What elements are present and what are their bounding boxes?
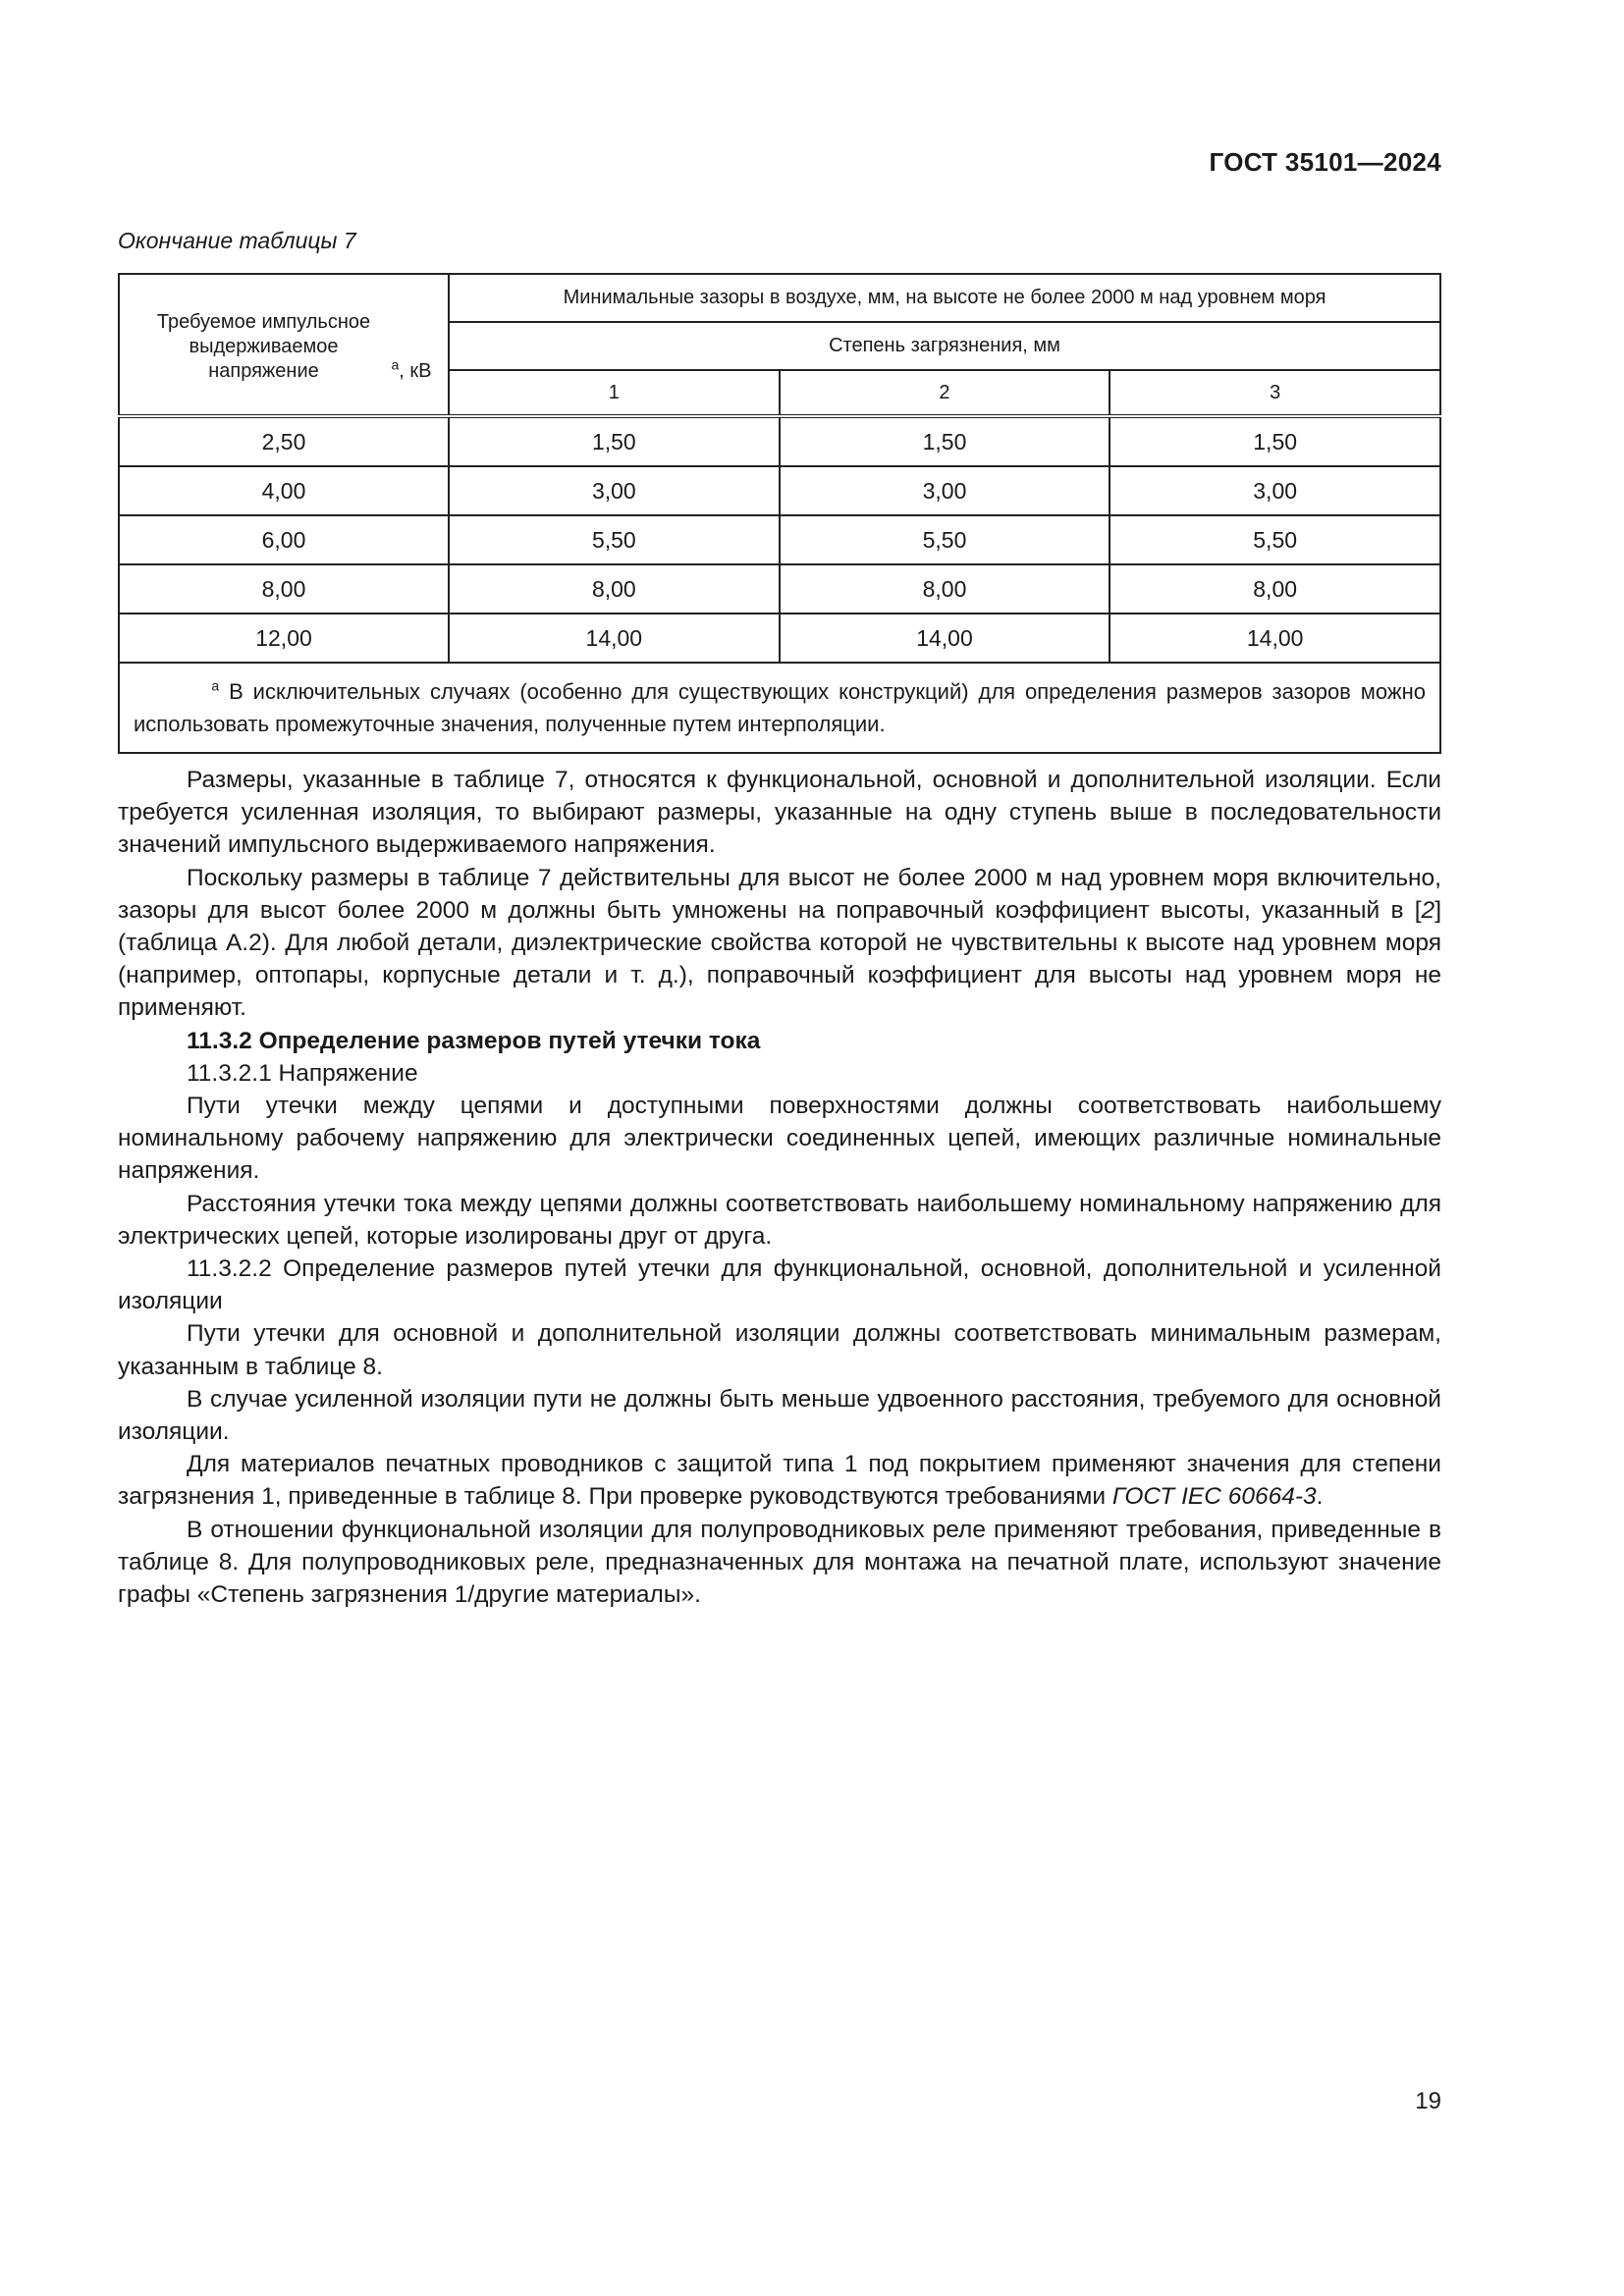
table-cell: 8,00 bbox=[1110, 564, 1440, 614]
paragraph bbox=[118, 862, 1441, 1025]
standard-designation: ГОСТ 35101—2024 bbox=[1209, 147, 1441, 177]
paragraph-text: ] (таблица А.2). Для любой детали, диэлектрические свойства которой не чувствительны к высоте над уровнем моря (например, оптопары, корпусные детали и т. д.), поправочный коэффициент для высоты над уровнем моря не применяют. bbox=[118, 896, 1441, 1022]
table-row bbox=[119, 564, 1440, 614]
standard-reference: ГОСТ IEC 60664-3 bbox=[1111, 1483, 1317, 1511]
table-cell: 3,00 bbox=[1110, 466, 1440, 515]
footnote-text: В исключительных случаях (особенно для существующих конструкций) для определения размеров зазоров можно использовать промежуточные значения, полученные путем интерполяции. bbox=[134, 679, 1426, 736]
table-cell: 5,50 bbox=[449, 515, 780, 564]
degree-2-header: 2 bbox=[780, 370, 1110, 416]
table-row bbox=[119, 515, 1440, 564]
clearance-table bbox=[118, 273, 1441, 754]
table-cell: 8,00 bbox=[780, 564, 1110, 614]
paragraph-text: . bbox=[1316, 1483, 1324, 1511]
body-text bbox=[118, 764, 1441, 1611]
table-cell: 5,50 bbox=[1110, 515, 1440, 564]
voltage-header-text: Требуемое импульсное выдерживаемое напряжение bbox=[156, 310, 371, 382]
table-cell: 14,00 bbox=[449, 614, 780, 663]
table-cell: 1,50 bbox=[780, 416, 1110, 466]
table-cell: 12,00 bbox=[119, 614, 449, 663]
paragraph: Пути утечки для основной и дополнительной изоляции должны соответствовать минимальным размерам, указанным в таблице 8. bbox=[118, 1320, 1441, 1380]
clearance-group-header: Минимальные зазоры в воздухе, мм, на высоте не более 2000 м над уровнем моря bbox=[449, 274, 1440, 322]
footnote-marker: а bbox=[211, 677, 220, 694]
table-row bbox=[119, 614, 1440, 663]
voltage-column-header bbox=[119, 274, 449, 416]
table-cell: 3,00 bbox=[780, 466, 1110, 515]
table-cell: 5,50 bbox=[780, 515, 1110, 564]
table-cell: 4,00 bbox=[119, 466, 449, 515]
pollution-degree-header: Степень загрязнения, мм bbox=[449, 322, 1440, 370]
table-cell: 8,00 bbox=[119, 564, 449, 614]
table-row bbox=[119, 466, 1440, 515]
table-cell: 1,50 bbox=[1110, 416, 1440, 466]
subsection-heading: 11.3.2.2 Определение размеров путей утечки для функциональной, основной, дополнительной и усиленной изоляции bbox=[118, 1255, 1441, 1315]
table-cell: 6,00 bbox=[119, 515, 449, 564]
footnote-marker: а bbox=[391, 355, 400, 372]
paragraph bbox=[118, 1448, 1441, 1513]
degree-1-header: 1 bbox=[449, 370, 780, 416]
table-footnote bbox=[119, 663, 1440, 753]
table-cell: 1,50 bbox=[449, 416, 780, 466]
paragraph-text: Поскольку размеры в таблице 7 действительны для высот не более 2000 м над уровнем моря включительно, зазоры для высот более 2000 м должны быть умножены на поправочный коэффициент высоты, указанный в [ bbox=[118, 864, 1441, 924]
voltage-header-unit: , кВ bbox=[399, 359, 432, 382]
table-row bbox=[119, 416, 1440, 466]
table-cell: 2,50 bbox=[119, 416, 449, 466]
section-heading: 11.3.2 Определение размеров путей утечки тока bbox=[187, 1027, 761, 1054]
paragraph-text: Для материалов печатных проводников с защитой типа 1 под покрытием применяют значения для степени загрязнения 1, приведенные в таблице 8. При проверке руководствуются требованиями bbox=[118, 1451, 1441, 1511]
subsection-heading: 11.3.2.1 Напряжение bbox=[187, 1059, 418, 1087]
paragraph: Пути утечки между цепями и доступными поверхностями должны соответствовать наибольшему номинальному рабочему напряжению для электрически соединенных цепей, имеющих различные номинальные напряжения. bbox=[118, 1093, 1441, 1185]
page-number: 19 bbox=[1415, 2088, 1441, 2114]
table-cell: 14,00 bbox=[780, 614, 1110, 663]
paragraph: В отношении функциональной изоляции для полупроводниковых реле применяют требования, приведенные в таблице 8. Для полупроводниковых реле, предназначенных для монтажа на печатной плате, используют значение графы «Степень загрязнения 1/другие материалы». bbox=[118, 1516, 1441, 1609]
degree-3-header: 3 bbox=[1110, 370, 1440, 416]
paragraph: В случае усиленной изоляции пути не должны быть меньше удвоенного расстояния, требуемого для основной изоляции. bbox=[118, 1385, 1441, 1446]
paragraph: Размеры, указанные в таблице 7, относятся к функциональной, основной и дополнительной изоляции. Если требуется усиленная изоляция, то выбирают размеры, указанные на одну ступень выше в последовательности значений импульсного выдерживаемого напряжения. bbox=[118, 767, 1441, 859]
paragraph: Расстояния утечки тока между цепями должны соответствовать наибольшему номинальному напряжению для электрических цепей, которые изолированы друг от друга. bbox=[118, 1190, 1441, 1250]
bibliography-reference: 2 bbox=[1421, 896, 1435, 924]
table-caption: Окончание таблицы 7 bbox=[118, 228, 356, 253]
table-cell: 14,00 bbox=[1110, 614, 1440, 663]
table-cell: 3,00 bbox=[449, 466, 780, 515]
table-note-row bbox=[119, 663, 1440, 753]
table-cell: 8,00 bbox=[449, 564, 780, 614]
